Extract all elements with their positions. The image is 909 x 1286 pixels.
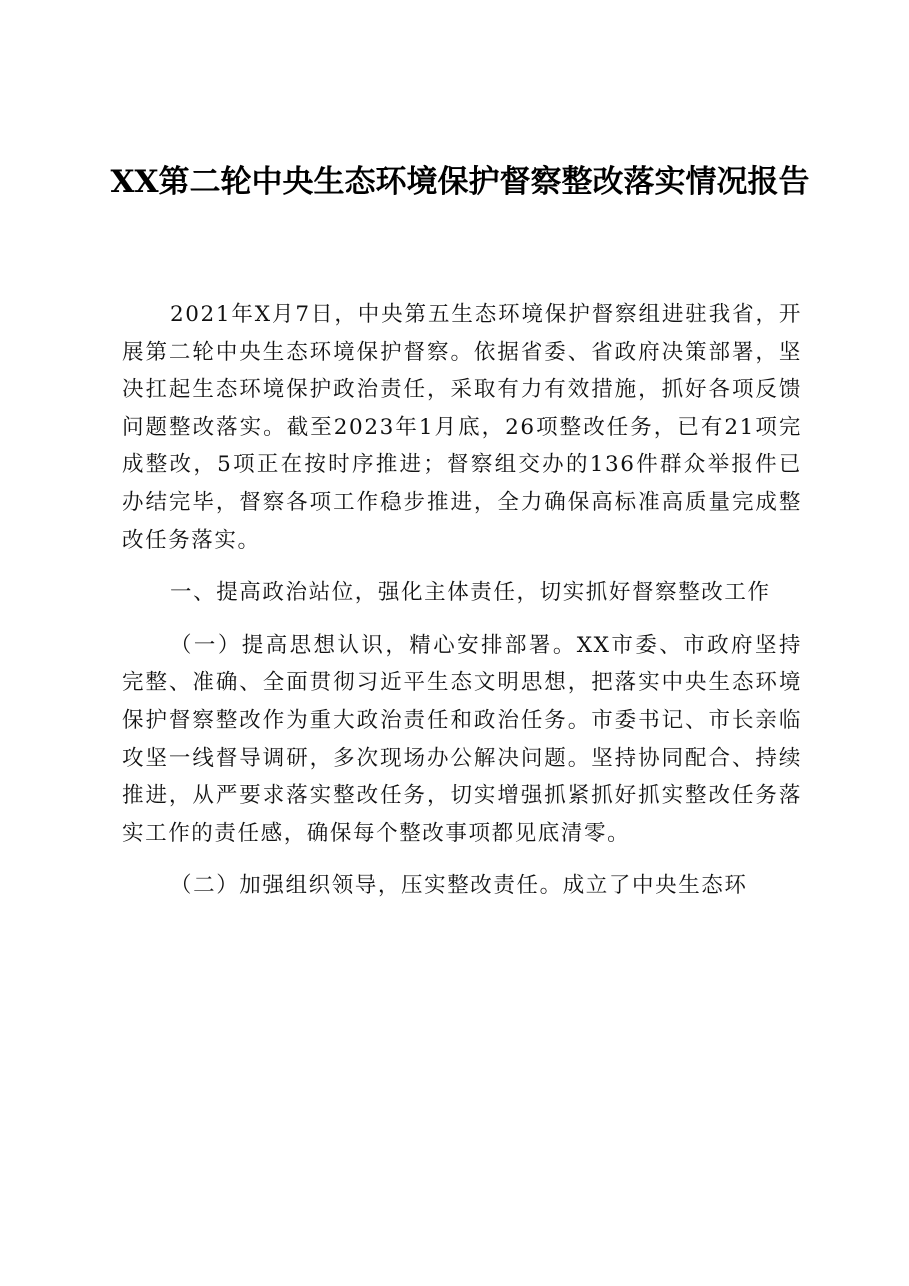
- paragraph-intro: 2021年X月7日，中央第五生态环境保护督察组进驻我省，开展第二轮中央生态环境保护督察。依据省委、省政府决策部署，坚决扛起生态环境保护政治责任，采取有力有效措施，抓好各项反馈问题整改落实。截至2023年1月底，26项整改任务，已有21项完成整改，5项正在按时序推进；督察组交办的136件群众举报件已办结完毕，督察各项工作稳步推进，全力确保高标准高质量完成整改任务落实。: [122, 302, 802, 553]
- document-body: [122, 296, 802, 920]
- paragraph-subsection-2: （二）加强组织领导，压实整改责任。成立了中央生态环: [170, 873, 748, 899]
- paragraph-subsection-1: （一）提高思想认识，精心安排部署。XX市委、市政府坚持完整、准确、全面贯彻习近平生态文明思想，把落实中央生态环境保护督察整改作为重大政治责任和政治任务。市委书记、市长亲临攻坚一线督导调研，多次现场办公解决问题。坚持协同配合、持续推进，从严要求落实整改任务，切实增强抓紧抓好抓实整改任务落实工作的责任感，确保每个整改事项都见底清零。: [122, 632, 802, 846]
- document-title: XX第二轮中央生态环境保护督察整改落实情况报告: [110, 164, 810, 200]
- section-heading-1: 一、提高政治站位，强化主体责任，切实抓好督察整改工作: [170, 580, 771, 606]
